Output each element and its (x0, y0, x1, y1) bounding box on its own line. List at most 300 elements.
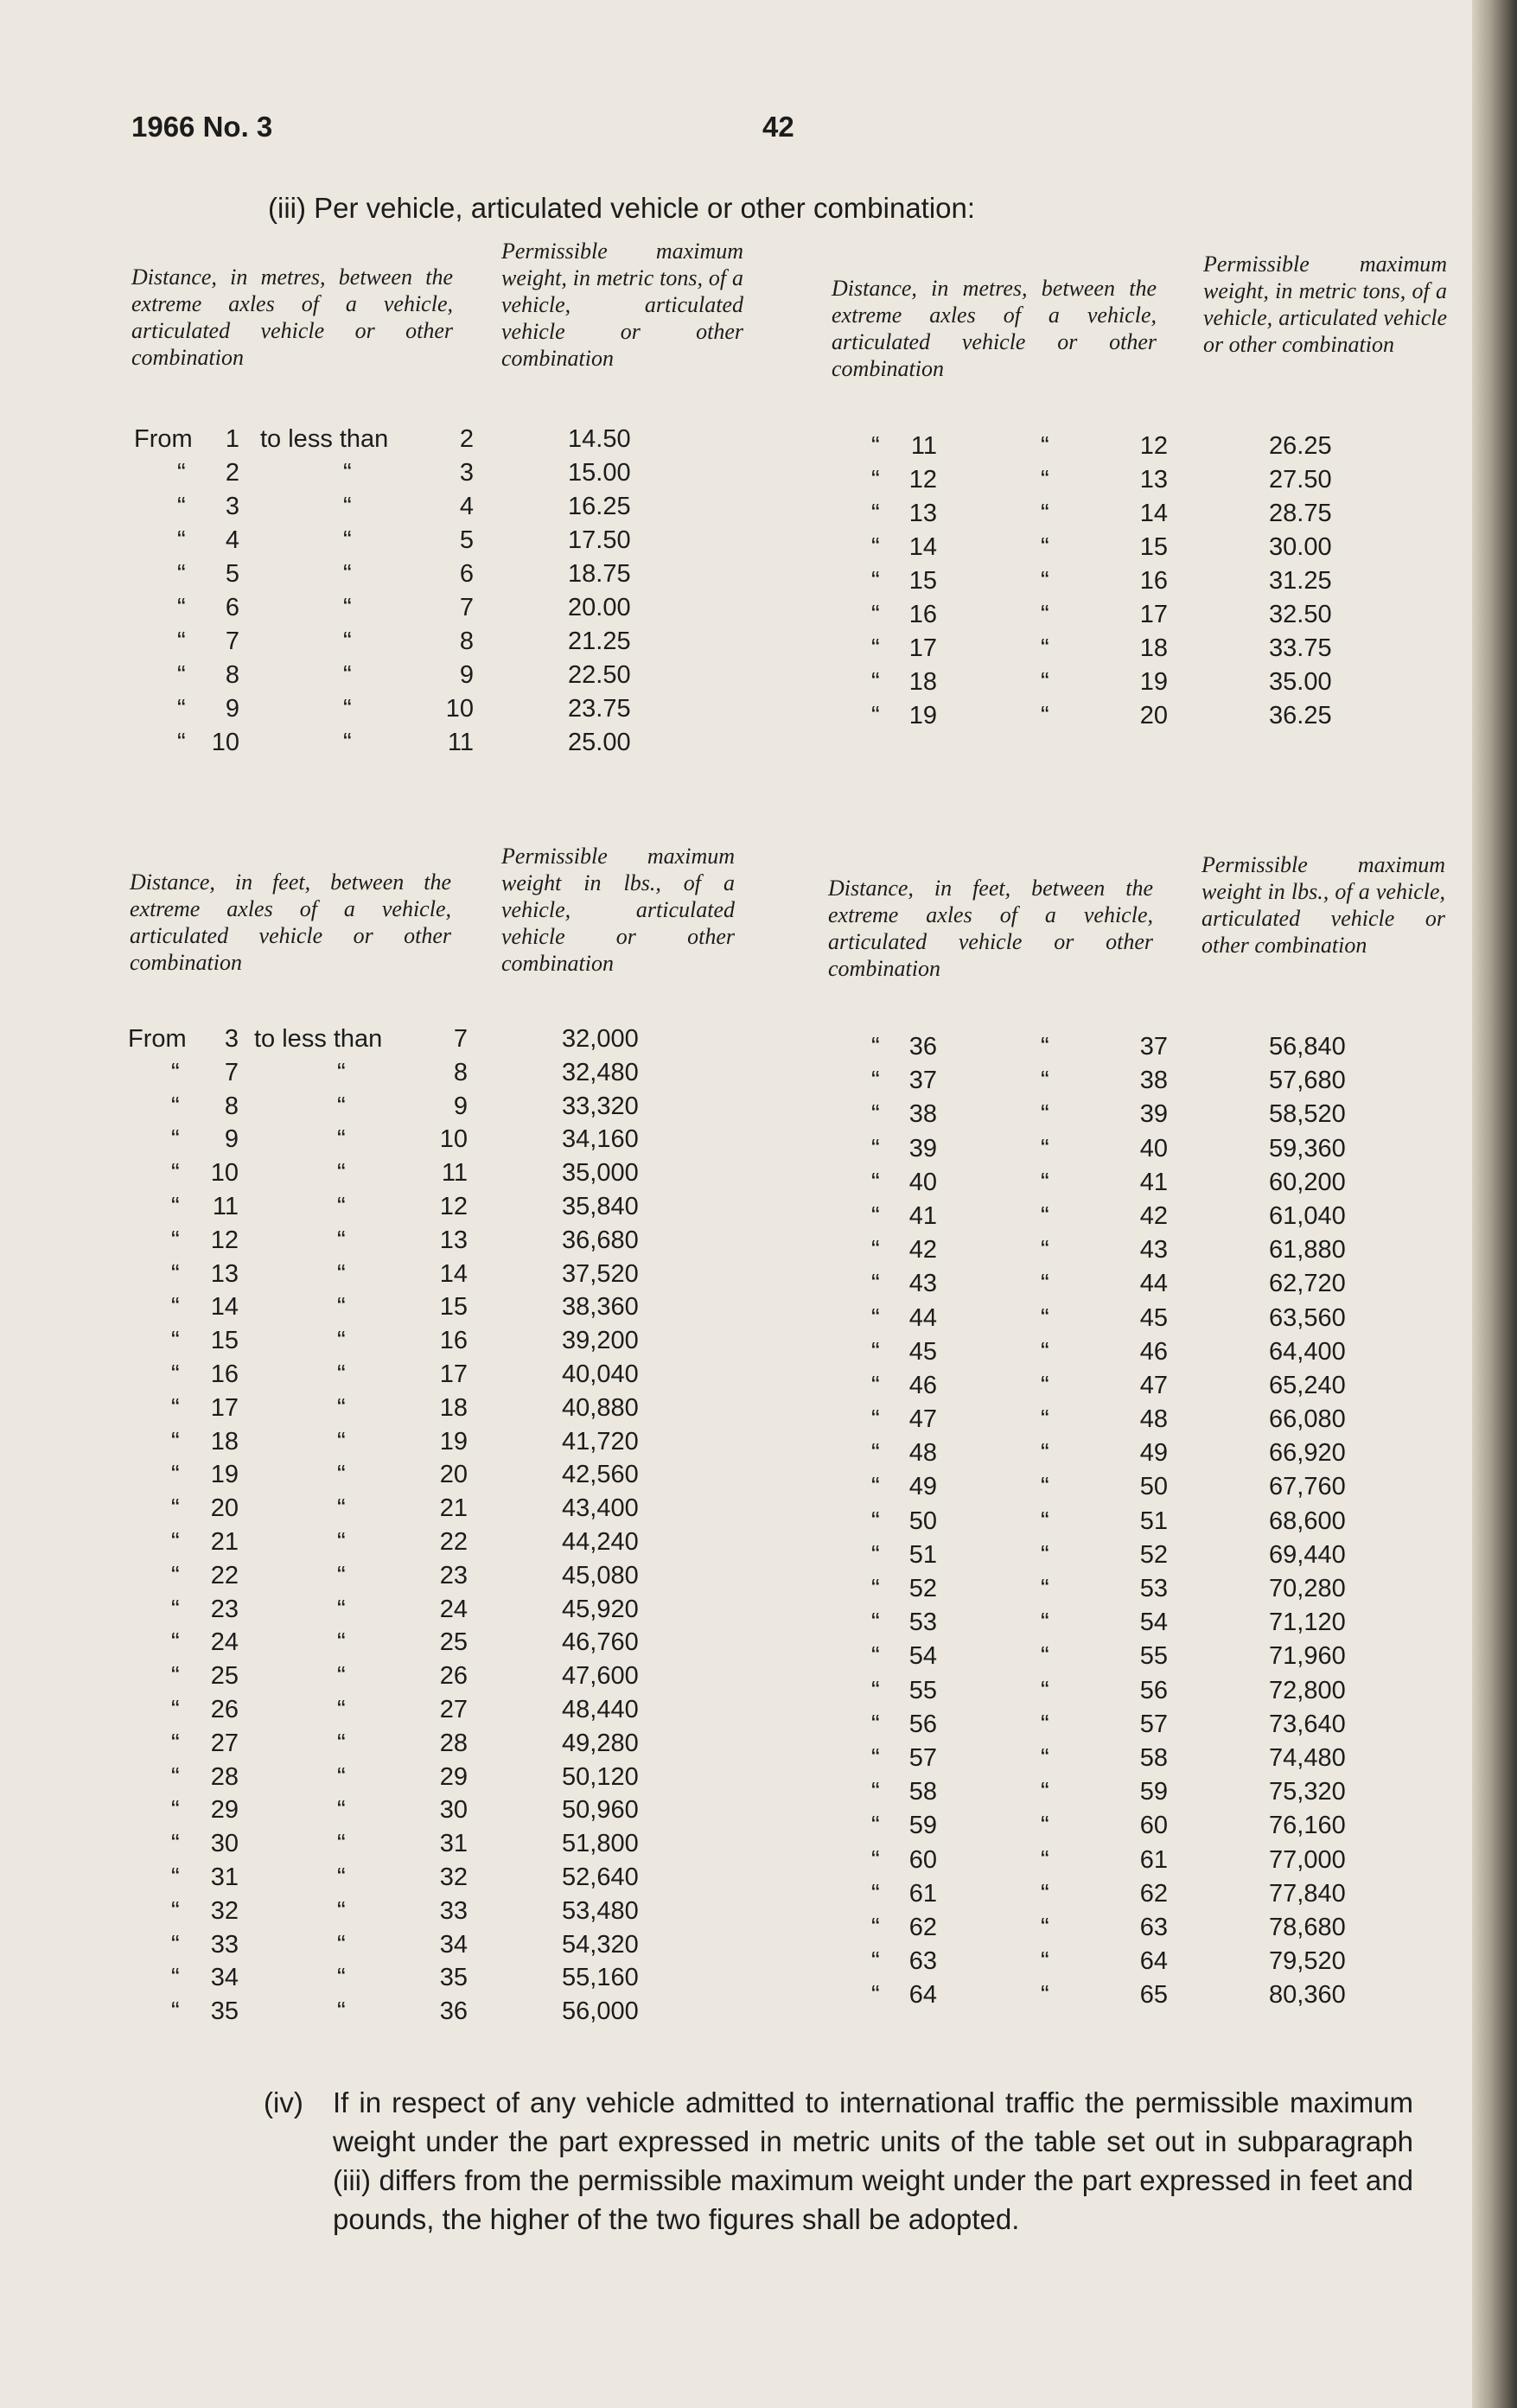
metric-left-distance-heading: Distance, in metres, between the extreme axles of a vehicle, articulated vehicle or other combination (131, 264, 453, 370)
range-prefix: “ (871, 1540, 880, 1569)
range-start: 35 (210, 1997, 239, 2026)
range-separator: “ (343, 594, 352, 621)
range-separator: “ (1041, 1778, 1049, 1806)
range-prefix: “ (171, 1729, 180, 1757)
range-separator: “ (1041, 1371, 1049, 1399)
range-end: 37 (1139, 1033, 1168, 1061)
imperial-right-weight-heading: Permissible maximum weight in lbs., of a vehicle, articulated vehicle or other combination (1201, 852, 1445, 958)
table-row (871, 1202, 1425, 1236)
range-start: 9 (224, 1125, 239, 1154)
metric-left-weight-heading: Permissible maximum weight, in metric tons, of a vehicle, articulated vehicle or other combination (501, 239, 743, 371)
range-end: 45 (1139, 1303, 1168, 1332)
range-prefix: “ (871, 1812, 880, 1840)
range-prefix: “ (871, 432, 880, 460)
subparagraph-iv-text: If in respect of any vehicle admitted to international traffic the permissible maximum weight under the part expressed in metric units of the table set out in subparagraph (iii) differs from the permissible maximum weight under the part expressed in feet and pounds, the higher of the two figures shall be adopted. (333, 2086, 1413, 2235)
range-start: 60 (908, 1845, 937, 1874)
table-row (128, 1293, 647, 1327)
table-row (871, 1033, 1425, 1067)
range-start: 57 (908, 1743, 937, 1772)
range-start: 12 (210, 1226, 239, 1254)
range-end: 27 (439, 1695, 468, 1723)
range-separator: “ (343, 560, 352, 588)
range-separator: “ (337, 1192, 346, 1220)
range-end: 63 (1139, 1913, 1168, 1941)
range-prefix: “ (171, 1997, 180, 2026)
range-separator: “ (1041, 1879, 1049, 1908)
range-end: 58 (1139, 1743, 1168, 1772)
weight-value: 36.25 (1269, 702, 1332, 729)
weight-value: 23.75 (568, 695, 631, 723)
weight-value: 40,040 (562, 1360, 639, 1388)
table-row (871, 1100, 1425, 1134)
weight-value: 65,240 (1269, 1371, 1346, 1399)
range-start: 17 (210, 1393, 239, 1422)
table-row (871, 1338, 1425, 1372)
weight-value: 53,480 (562, 1896, 639, 1925)
range-prefix: “ (871, 1710, 880, 1738)
range-start: 46 (908, 1371, 937, 1399)
page-number: 42 (762, 111, 794, 143)
range-prefix: “ (871, 1168, 880, 1196)
weight-value: 61,040 (1269, 1201, 1346, 1230)
range-prefix: “ (871, 1337, 880, 1366)
range-separator: “ (1041, 1609, 1049, 1637)
range-end: 15 (1139, 533, 1168, 561)
table-row (871, 1914, 1425, 1947)
range-start: 41 (908, 1201, 937, 1230)
weight-value: 27.50 (1269, 466, 1332, 494)
range-end: 23 (439, 1561, 468, 1589)
weight-value: 32,000 (562, 1025, 639, 1053)
range-prefix: “ (177, 493, 186, 520)
range-prefix: “ (871, 1067, 880, 1095)
range-end: 16 (439, 1327, 468, 1355)
statute-reference: 1966 No. 3 (131, 111, 273, 143)
range-separator: “ (1041, 567, 1049, 595)
range-end: 33 (439, 1896, 468, 1925)
weight-value: 21.25 (568, 627, 631, 655)
range-separator: “ (1041, 1201, 1049, 1230)
table-row (871, 1473, 1425, 1507)
range-start: 18 (210, 1427, 239, 1456)
range-end: 31 (439, 1830, 468, 1858)
range-end: 24 (439, 1595, 468, 1623)
range-start: 28 (210, 1762, 239, 1791)
range-start: 31 (210, 1863, 239, 1891)
range-start: 45 (908, 1337, 937, 1366)
weight-value: 45,080 (562, 1561, 639, 1589)
range-end: 35 (439, 1964, 468, 1992)
range-end: 5 (459, 526, 474, 554)
weight-value: 63,560 (1269, 1303, 1346, 1332)
range-start: 2 (225, 459, 239, 487)
weight-value: 55,160 (562, 1964, 639, 1992)
range-start: 40 (908, 1168, 937, 1196)
weight-value: 34,160 (562, 1125, 639, 1154)
table-row (128, 1830, 647, 1863)
range-end: 17 (439, 1360, 468, 1388)
range-separator: “ (337, 1997, 346, 2026)
weight-value: 64,400 (1269, 1337, 1346, 1366)
range-end: 46 (1139, 1337, 1168, 1366)
range-end: 65 (1139, 1981, 1168, 2010)
table-row (871, 634, 1425, 668)
range-prefix: “ (871, 1100, 880, 1129)
range-end: 22 (439, 1527, 468, 1556)
table-row (871, 1507, 1425, 1541)
range-separator: “ (337, 1293, 346, 1322)
range-start: 16 (908, 601, 937, 628)
range-separator: “ (1041, 601, 1049, 628)
table-row (871, 533, 1425, 567)
imperial-left-weight-heading: Permissible maximum weight in lbs., of a vehicle, articulated vehicle or other combination (501, 844, 735, 976)
imperial-left-table (128, 1025, 647, 2031)
table-row (128, 1461, 647, 1494)
range-prefix: “ (871, 1371, 880, 1399)
range-prefix: “ (871, 1676, 880, 1704)
range-start: 7 (224, 1058, 239, 1086)
range-end: 39 (1139, 1100, 1168, 1129)
range-separator: “ (1041, 634, 1049, 662)
range-separator: “ (337, 1494, 346, 1523)
range-end: 20 (439, 1461, 468, 1489)
range-start: 11 (212, 1192, 239, 1220)
range-prefix: “ (171, 1695, 180, 1723)
table-row (871, 702, 1425, 736)
range-end: 12 (439, 1192, 468, 1220)
range-prefix: “ (171, 1058, 180, 1086)
range-start: 21 (210, 1527, 239, 1556)
weight-value: 36,680 (562, 1226, 639, 1254)
range-start: 19 (908, 702, 937, 729)
range-separator: “ (1041, 1575, 1049, 1602)
range-end: 17 (1139, 601, 1168, 628)
weight-value: 75,320 (1269, 1778, 1346, 1806)
table-row (134, 627, 653, 661)
subparagraph-iv-number: (iv) (264, 2086, 303, 2118)
weight-value: 18.75 (568, 560, 631, 588)
range-end: 10 (439, 1125, 468, 1154)
table-row (871, 1778, 1425, 1812)
subparagraph-iii-title: Per vehicle, articulated vehicle or other combination: (314, 192, 976, 224)
range-start: 37 (908, 1067, 937, 1095)
weight-value: 43,400 (562, 1494, 639, 1523)
range-start: 23 (210, 1595, 239, 1623)
range-separator: “ (337, 1595, 346, 1623)
weight-value: 22.50 (568, 661, 631, 689)
range-separator: “ (343, 526, 352, 554)
range-separator: “ (1041, 1303, 1049, 1332)
range-separator: “ (1041, 432, 1049, 460)
range-end: 2 (459, 425, 474, 453)
weight-value: 38,360 (562, 1293, 639, 1322)
metric-left-table (134, 425, 653, 762)
weight-value: 48,440 (562, 1695, 639, 1723)
table-row (128, 1931, 647, 1965)
range-separator: “ (1041, 1100, 1049, 1129)
table-row (871, 1372, 1425, 1405)
weight-value: 35,840 (562, 1192, 639, 1220)
range-start: 25 (210, 1662, 239, 1691)
range-end: 57 (1139, 1710, 1168, 1738)
range-end: 36 (439, 1997, 468, 2026)
table-row (128, 1260, 647, 1294)
table-row (134, 594, 653, 627)
range-start: 9 (225, 695, 239, 723)
range-prefix: “ (171, 1259, 180, 1288)
range-prefix: “ (871, 1033, 880, 1061)
range-prefix: “ (171, 1393, 180, 1422)
weight-value: 77,000 (1269, 1845, 1346, 1874)
range-prefix: “ (171, 1930, 180, 1959)
range-separator: “ (337, 1561, 346, 1589)
range-start: 56 (908, 1710, 937, 1738)
range-separator: “ (337, 1796, 346, 1825)
range-end: 53 (1139, 1575, 1168, 1602)
table-row (871, 466, 1425, 500)
range-prefix: “ (171, 1561, 180, 1589)
table-row (134, 729, 653, 762)
table-row (128, 1193, 647, 1226)
weight-value: 42,560 (562, 1461, 639, 1489)
weight-value: 17.50 (568, 526, 631, 554)
range-prefix: “ (871, 1303, 880, 1332)
table-row (871, 668, 1425, 702)
weight-value: 39,200 (562, 1327, 639, 1355)
table-row (128, 1059, 647, 1093)
range-end: 7 (459, 594, 474, 621)
range-prefix: “ (871, 1201, 880, 1230)
range-start: 11 (910, 432, 937, 460)
range-start: 38 (908, 1100, 937, 1129)
page-header (131, 111, 1445, 154)
range-prefix: “ (871, 466, 880, 494)
range-start: 47 (908, 1405, 937, 1434)
range-separator: “ (1041, 533, 1049, 561)
range-separator: “ (1041, 1845, 1049, 1874)
range-prefix: “ (871, 500, 880, 527)
weight-value: 58,520 (1269, 1100, 1346, 1129)
range-end: 13 (1139, 466, 1168, 494)
range-start: 3 (225, 493, 239, 520)
range-separator: “ (1041, 1236, 1049, 1265)
range-separator: “ (1041, 1540, 1049, 1569)
range-prefix: “ (177, 695, 186, 723)
range-start: 17 (908, 634, 937, 662)
weight-value: 37,520 (562, 1259, 639, 1288)
range-prefix: “ (171, 1293, 180, 1322)
range-prefix: “ (171, 1595, 180, 1623)
range-separator: “ (337, 1159, 346, 1188)
weight-value: 26.25 (1269, 432, 1332, 460)
weight-value: 70,280 (1269, 1575, 1346, 1602)
range-end: 18 (1139, 634, 1168, 662)
weight-value: 31.25 (1269, 567, 1332, 595)
table-row (871, 1642, 1425, 1676)
range-separator: “ (1041, 1642, 1049, 1671)
range-start: 3 (224, 1025, 239, 1053)
range-end: 52 (1139, 1540, 1168, 1569)
range-prefix: “ (871, 702, 880, 729)
table-row (871, 1609, 1425, 1642)
range-end: 54 (1139, 1609, 1168, 1637)
weight-value: 30.00 (1269, 533, 1332, 561)
table-row (128, 1628, 647, 1662)
range-start: 18 (908, 668, 937, 696)
range-end: 11 (447, 729, 474, 756)
range-prefix: “ (171, 1527, 180, 1556)
range-prefix: “ (871, 1507, 880, 1535)
range-start: 14 (210, 1293, 239, 1322)
weight-value: 80,360 (1269, 1981, 1346, 2010)
table-row (871, 1439, 1425, 1473)
range-start: 6 (225, 594, 239, 621)
weight-value: 25.00 (568, 729, 631, 756)
metric-right-distance-heading: Distance, in metres, between the extreme axles of a vehicle, articulated vehicle or other combination (832, 276, 1157, 381)
weight-value: 44,240 (562, 1527, 639, 1556)
table-row (128, 1696, 647, 1730)
range-start: 33 (210, 1930, 239, 1959)
range-prefix: “ (871, 1134, 880, 1163)
range-prefix: “ (871, 668, 880, 696)
range-end: 38 (1139, 1067, 1168, 1095)
range-end: 40 (1139, 1134, 1168, 1163)
table-row (128, 1562, 647, 1596)
range-start: 61 (908, 1879, 937, 1908)
range-separator: “ (1041, 1981, 1049, 2010)
range-prefix: “ (871, 1947, 880, 1976)
range-end: 62 (1139, 1879, 1168, 1908)
weight-value: 76,160 (1269, 1812, 1346, 1840)
range-start: 30 (210, 1830, 239, 1858)
weight-value: 28.75 (1269, 500, 1332, 527)
range-separator: “ (1041, 1947, 1049, 1976)
range-separator: “ (337, 1393, 346, 1422)
range-separator: “ (343, 493, 352, 520)
table-row (128, 1360, 647, 1394)
range-prefix: “ (871, 1845, 880, 1874)
range-end: 55 (1139, 1642, 1168, 1671)
table-row (871, 567, 1425, 601)
range-separator: “ (337, 1360, 346, 1388)
range-end: 43 (1139, 1236, 1168, 1265)
range-end: 21 (439, 1494, 468, 1523)
table-row (871, 1270, 1425, 1303)
range-start: 5 (225, 560, 239, 588)
table-row (134, 425, 653, 459)
range-start: 19 (210, 1461, 239, 1489)
weight-value: 49,280 (562, 1729, 639, 1757)
range-prefix: “ (871, 1913, 880, 1941)
weight-value: 79,520 (1269, 1947, 1346, 1976)
weight-value: 40,880 (562, 1393, 639, 1422)
table-row (871, 1981, 1425, 2015)
table-row (134, 661, 653, 695)
range-start: 51 (908, 1540, 937, 1569)
table-row (871, 1541, 1425, 1575)
range-separator: “ (1041, 702, 1049, 729)
range-end: 18 (439, 1393, 468, 1422)
range-separator: “ (337, 1695, 346, 1723)
weight-value: 33.75 (1269, 634, 1332, 662)
range-prefix: “ (171, 1327, 180, 1355)
range-prefix: “ (171, 1427, 180, 1456)
weight-value: 52,640 (562, 1863, 639, 1891)
weight-value: 72,800 (1269, 1676, 1346, 1704)
range-start: 39 (908, 1134, 937, 1163)
range-prefix: “ (871, 1743, 880, 1772)
range-separator: “ (337, 1226, 346, 1254)
range-start: 10 (211, 729, 239, 756)
weight-value: 60,200 (1269, 1168, 1346, 1196)
range-end: 12 (1139, 432, 1168, 460)
range-separator: “ (1041, 1507, 1049, 1535)
weight-value: 46,760 (562, 1628, 639, 1657)
table-row (871, 1405, 1425, 1439)
range-separator: “ (1041, 466, 1049, 494)
range-end: 8 (453, 1058, 468, 1086)
range-end: 9 (453, 1092, 468, 1120)
weight-value: 74,480 (1269, 1743, 1346, 1772)
range-prefix: “ (177, 526, 186, 554)
range-end: 25 (439, 1628, 468, 1657)
table-row (128, 1964, 647, 1997)
range-end: 28 (439, 1729, 468, 1757)
range-start: 26 (210, 1695, 239, 1723)
table-row (134, 695, 653, 729)
range-separator: “ (337, 1092, 346, 1120)
range-prefix: “ (871, 1642, 880, 1671)
range-start: 14 (908, 533, 937, 561)
range-prefix: “ (871, 1270, 880, 1298)
range-prefix: “ (871, 533, 880, 561)
table-row (128, 1596, 647, 1629)
range-prefix: “ (177, 627, 186, 655)
range-separator: “ (1041, 1913, 1049, 1941)
weight-value: 41,720 (562, 1427, 639, 1456)
range-separator: “ (1041, 1743, 1049, 1772)
range-separator: “ (1041, 1812, 1049, 1840)
range-separator: “ (1041, 1270, 1049, 1298)
range-end: 29 (439, 1762, 468, 1791)
weight-value: 57,680 (1269, 1067, 1346, 1095)
range-separator: “ (1041, 1337, 1049, 1366)
page-binding-edge (1472, 0, 1517, 2408)
range-end: 50 (1139, 1473, 1168, 1501)
table-row (128, 1125, 647, 1159)
weight-value: 35.00 (1269, 668, 1332, 696)
range-prefix: “ (871, 1473, 880, 1501)
range-prefix: “ (171, 1863, 180, 1891)
table-row (871, 432, 1425, 466)
range-separator: “ (1041, 1710, 1049, 1738)
weight-value: 33,320 (562, 1092, 639, 1120)
range-separator: “ (1041, 1134, 1049, 1163)
range-end: 20 (1139, 702, 1168, 729)
range-separator: “ (343, 627, 352, 655)
table-row (128, 1528, 647, 1562)
range-start: 42 (908, 1236, 937, 1265)
range-start: 59 (908, 1812, 937, 1840)
range-start: 15 (908, 567, 937, 595)
range-end: 16 (1139, 567, 1168, 595)
range-prefix: “ (171, 1662, 180, 1691)
weight-value: 62,720 (1269, 1270, 1346, 1298)
weight-value: 68,600 (1269, 1507, 1346, 1535)
range-start: 24 (210, 1628, 239, 1657)
range-prefix: From (128, 1025, 187, 1053)
range-separator: “ (1041, 668, 1049, 696)
